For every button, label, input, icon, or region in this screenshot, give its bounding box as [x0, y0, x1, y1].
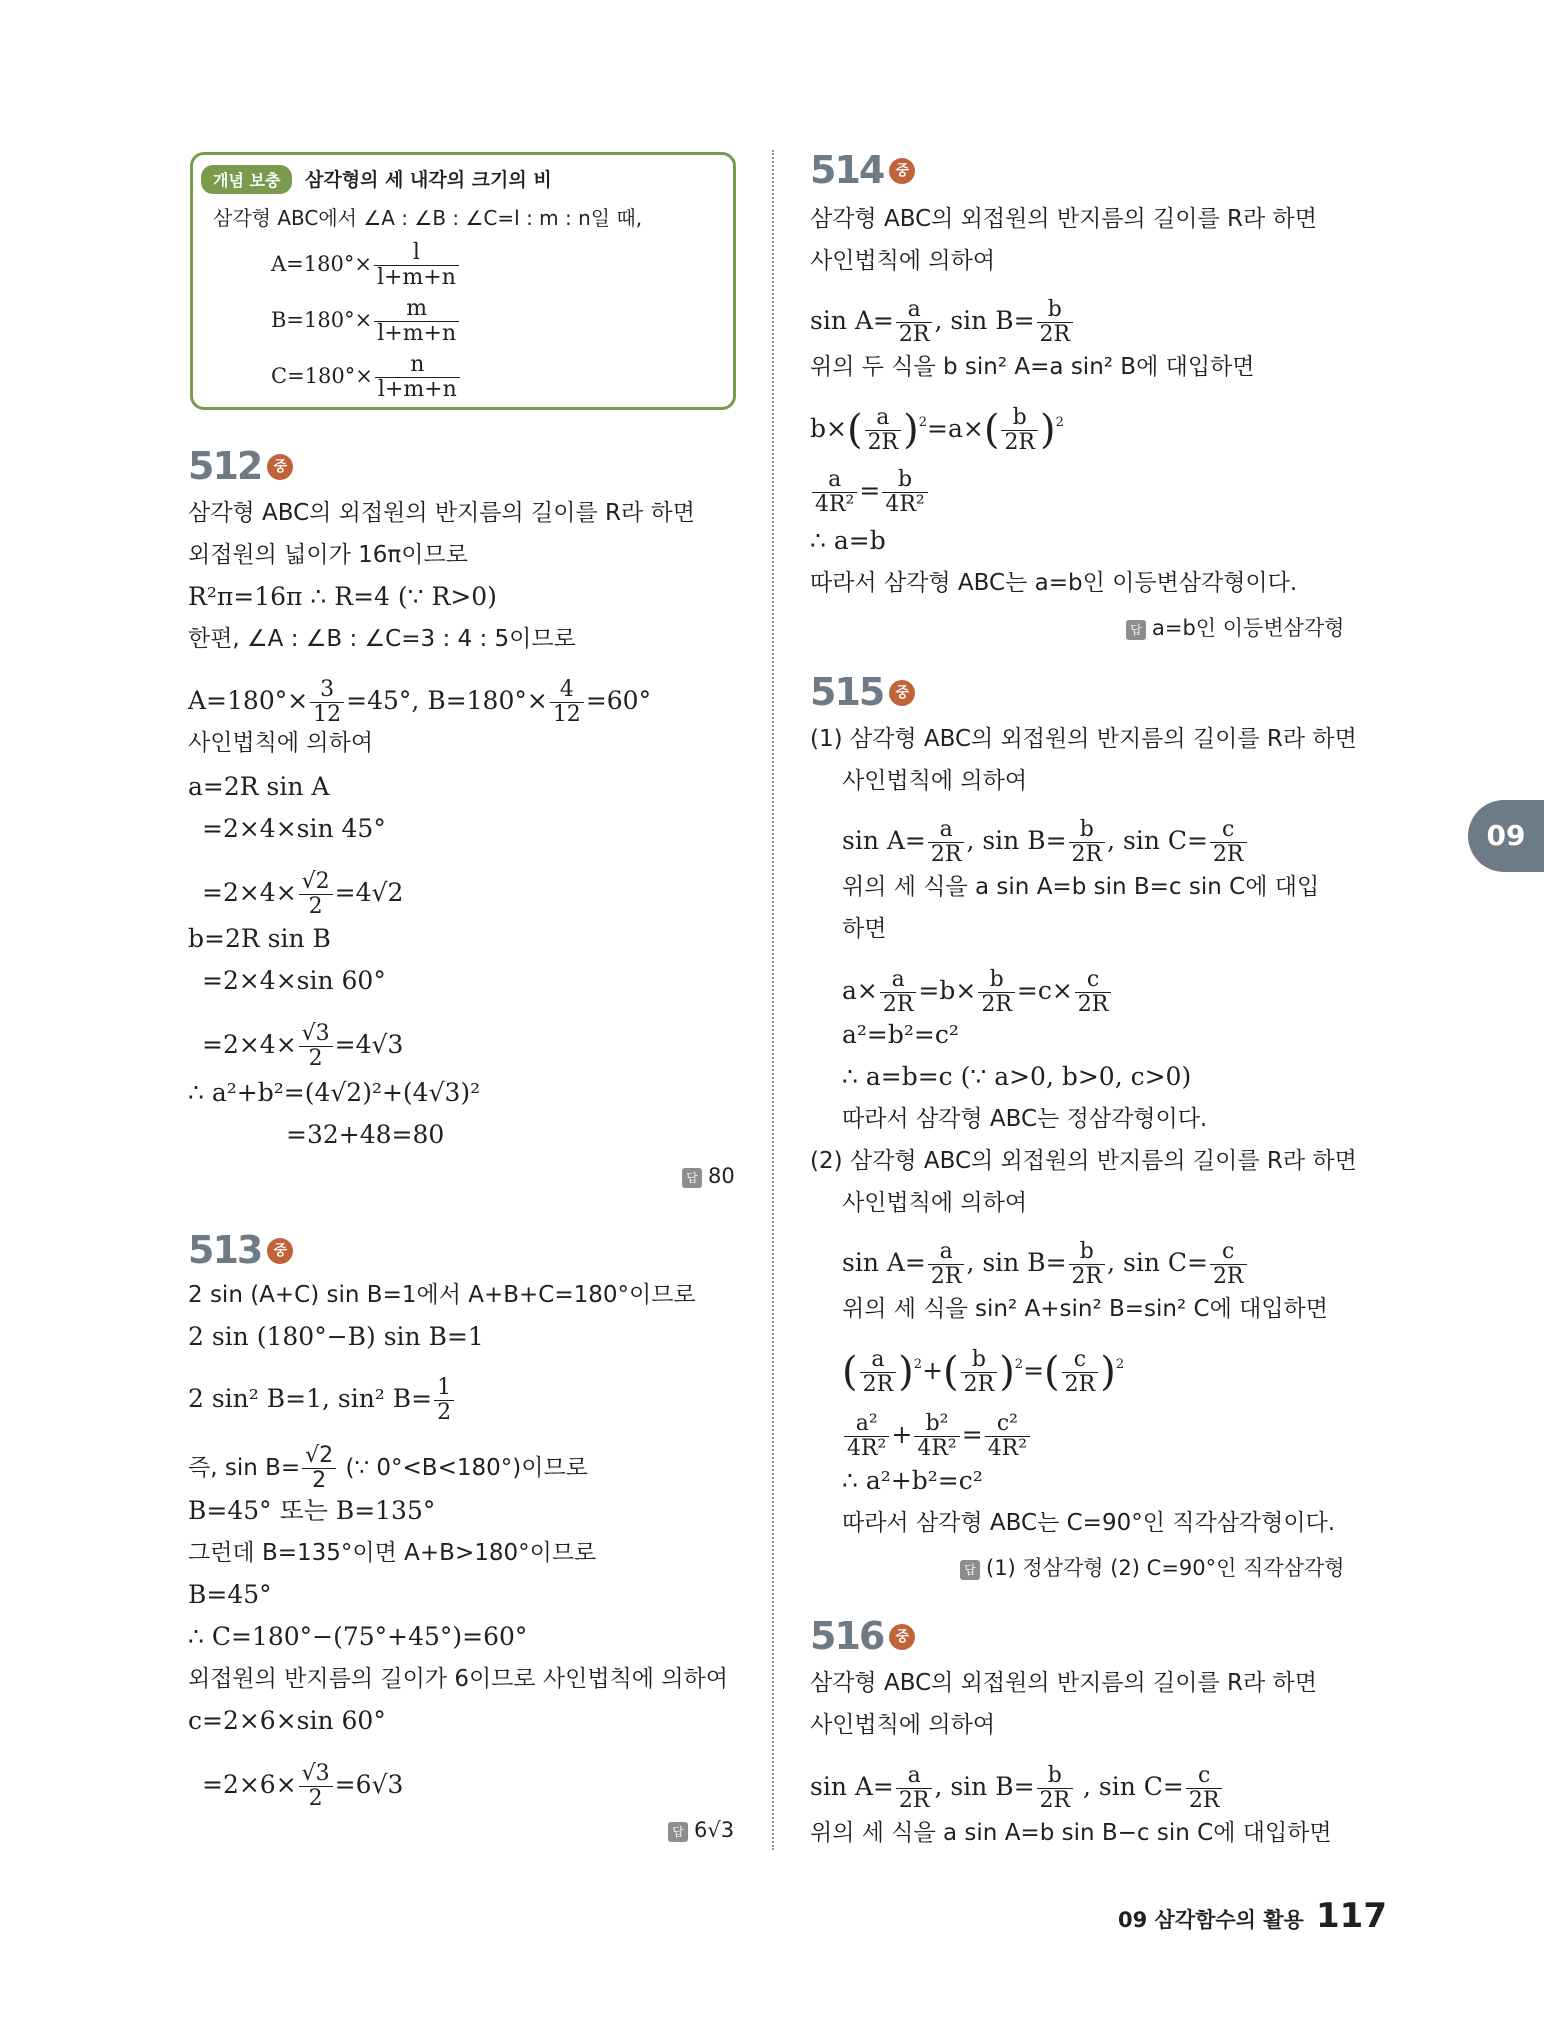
- p512-line: =2×4×sin 45°: [202, 814, 386, 843]
- p514-line: sin A= $\frac{a}{2R}$ , sin B= $\frac{b}{2R}$: [810, 298, 1075, 347]
- p513-line: 2 sin (180°−B) sin B=1: [188, 1322, 484, 1351]
- p514-line: b×( $\frac{a}{2R}$ )$^2$=a×( $\frac{b}{2R}$ )$^2$: [810, 405, 1064, 455]
- p512-line: A=180°× $\frac{3}{12}$ =45°, B=180°× $\frac{4}{12}$ =60°: [188, 677, 652, 727]
- p513-line: B=45° 또는 B=135°: [188, 1496, 436, 1525]
- p513-line: c=2×6×sin 60°: [188, 1706, 386, 1735]
- level-badge: 중: [889, 158, 915, 184]
- p514-line: 사인법칙에 의하여: [810, 248, 996, 274]
- p515-answer: 답 (1) 정삼각형 (2) C=90°인 직각삼각형: [960, 1552, 1345, 1582]
- p512-line: =2×4×sin 60°: [202, 966, 386, 995]
- p512-line: =2×4× $\frac{√2}{2}$ =4√2: [202, 869, 404, 919]
- p515-line: 사인법칙에 의하여: [842, 768, 1028, 794]
- p515-line: a× $\frac{a}{2R}$ =b× $\frac{b}{2R}$ =c× $\frac{c}{2R}$: [842, 968, 1113, 1017]
- p513-line: 즉, sin B= $\frac{√2}{2}$ (∵ 0°<B<180°)이므로: [188, 1443, 588, 1493]
- p513-line: 2 sin (A+C) sin B=1에서 A+B+C=180°이므로: [188, 1282, 696, 1308]
- p513-line: =2×6× $\frac{√3}{2}$ =6√3: [202, 1761, 404, 1811]
- p515-line: sin A= $\frac{a}{2R}$ , sin B= $\frac{b}{2R}$ , sin C= $\frac{c}{2R}$: [842, 1240, 1249, 1289]
- p512-line: 삼각형 ABC의 외접원의 반지름의 길이를 R라 하면: [188, 500, 695, 526]
- p515-line: 사인법칙에 의하여: [842, 1190, 1028, 1216]
- p512-line: =2×4× $\frac{√3}{2}$ =4√3: [202, 1021, 404, 1071]
- p515-line: ( $\frac{a}{2R}$ )$^2$+( $\frac{b}{2R}$ )$^2$=( $\frac{c}{2R}$ )$^2$: [842, 1347, 1125, 1397]
- problem-513-number: 513 중: [188, 1228, 293, 1272]
- p512-line: b=2R sin B: [188, 924, 331, 953]
- p515-line: a²=b²=c²: [842, 1020, 959, 1049]
- p512-line: ∴ a²+b²=(4√2)²+(4√3)²: [188, 1078, 481, 1107]
- p514-answer: 답 a=b인 이등변삼각형: [1126, 612, 1344, 642]
- problem-512-number: 512 중: [188, 444, 293, 488]
- p513-line: 그런데 B=135°이면 A+B>180°이므로: [188, 1540, 597, 1566]
- concept-box: [190, 152, 736, 410]
- p514-line: 따라서 삼각형 ABC는 a=b인 이등변삼각형이다.: [810, 570, 1298, 596]
- concept-intro: 삼각형 ABC에서 ∠A : ∠B : ∠C=l : m : n일 때,: [213, 206, 643, 230]
- p515-line: ∴ a=b=c (∵ a>0, b>0, c>0): [842, 1062, 1192, 1091]
- p515-line: 하면: [842, 916, 887, 942]
- p514-line: 위의 두 식을 b sin² A=a sin² B에 대입하면: [810, 354, 1255, 380]
- concept-formula-a: A=180°× $\frac{l}{l+m+n}$: [271, 241, 461, 290]
- p515-line: (2) 삼각형 ABC의 외접원의 반지름의 길이를 R라 하면: [810, 1148, 1357, 1174]
- level-badge: 중: [267, 454, 293, 480]
- concept-title: 삼각형의 세 내각의 크기의 비: [305, 169, 552, 191]
- p515-line: 위의 세 식을 a sin A=b sin B=c sin C에 대입: [842, 874, 1320, 900]
- p513-line: 2 sin² B=1, sin² B= $\frac{1}{2}$: [188, 1376, 456, 1425]
- level-badge: 중: [267, 1238, 293, 1264]
- p512-line: 외접원의 넓이가 16π이므로: [188, 542, 468, 568]
- p516-line: sin A= $\frac{a}{2R}$ , sin B= $\frac{b}{2R}$ , sin C= $\frac{c}{2R}$: [810, 1764, 1224, 1813]
- p513-line: 외접원의 반지름의 길이가 6이므로 사인법칙에 의하여: [188, 1666, 728, 1692]
- p512-line: R²π=16π ∴ R=4 (∵ R>0): [188, 582, 497, 611]
- p515-line: sin A= $\frac{a}{2R}$ , sin B= $\frac{b}{2R}$ , sin C= $\frac{c}{2R}$: [842, 818, 1249, 867]
- problem-515-number: 515 중: [810, 670, 915, 714]
- p516-line: 사인법칙에 의하여: [810, 1712, 996, 1738]
- p512-line: 사인법칙에 의하여: [188, 730, 374, 756]
- footer-chapter: 09 삼각함수의 활용: [1118, 1908, 1304, 1932]
- p512-line: =32+48=80: [286, 1120, 445, 1149]
- p514-line: ∴ a=b: [810, 526, 886, 555]
- p515-line: ∴ a²+b²=c²: [842, 1466, 983, 1495]
- column-divider: [772, 150, 774, 1850]
- concept-tag: 개념 보충: [201, 165, 292, 194]
- p513-line: ∴ C=180°−(75°+45°)=60°: [188, 1622, 528, 1651]
- p512-line: a=2R sin A: [188, 772, 330, 801]
- concept-formula-b: B=180°× $\frac{m}{l+m+n}$: [271, 297, 461, 346]
- p513-line: B=45°: [188, 1580, 272, 1609]
- level-badge: 중: [889, 1624, 915, 1650]
- p512-answer: 답 80: [682, 1164, 735, 1188]
- p515-line: $\frac{\text{a²}}{\text{4R²}}$ + $\frac{\text{b²}}{\text{4R²}}$ = $\frac{\text{c²}}{\text{4R²}}$: [842, 1412, 1032, 1461]
- p514-line: $\frac{a}{\text{4R²}}$ = $\frac{b}{\text{4R²}}$: [810, 468, 930, 517]
- chapter-tab: 09: [1468, 800, 1544, 872]
- concept-formula-c: C=180°× $\frac{n}{l+m+n}$: [271, 353, 462, 402]
- p515-line: 따라서 삼각형 ABC는 C=90°인 직각삼각형이다.: [842, 1510, 1336, 1536]
- p513-answer: 답 6√3: [668, 1818, 734, 1842]
- p516-line: 위의 세 식을 a sin A=b sin B−c sin C에 대입하면: [810, 1820, 1332, 1846]
- p515-line: 따라서 삼각형 ABC는 정삼각형이다.: [842, 1106, 1208, 1132]
- p514-line: 삼각형 ABC의 외접원의 반지름의 길이를 R라 하면: [810, 206, 1317, 232]
- p516-line: 삼각형 ABC의 외접원의 반지름의 길이를 R라 하면: [810, 1670, 1317, 1696]
- p512-line: 한편, ∠A : ∠B : ∠C=3 : 4 : 5이므로: [188, 626, 576, 652]
- problem-516-number: 516 중: [810, 1614, 915, 1658]
- page-number: 117: [1316, 1896, 1387, 1936]
- level-badge: 중: [889, 680, 915, 706]
- p515-line: (1) 삼각형 ABC의 외접원의 반지름의 길이를 R라 하면: [810, 726, 1357, 752]
- p515-line: 위의 세 식을 sin² A+sin² B=sin² C에 대입하면: [842, 1296, 1328, 1322]
- problem-514-number: 514 중: [810, 148, 915, 192]
